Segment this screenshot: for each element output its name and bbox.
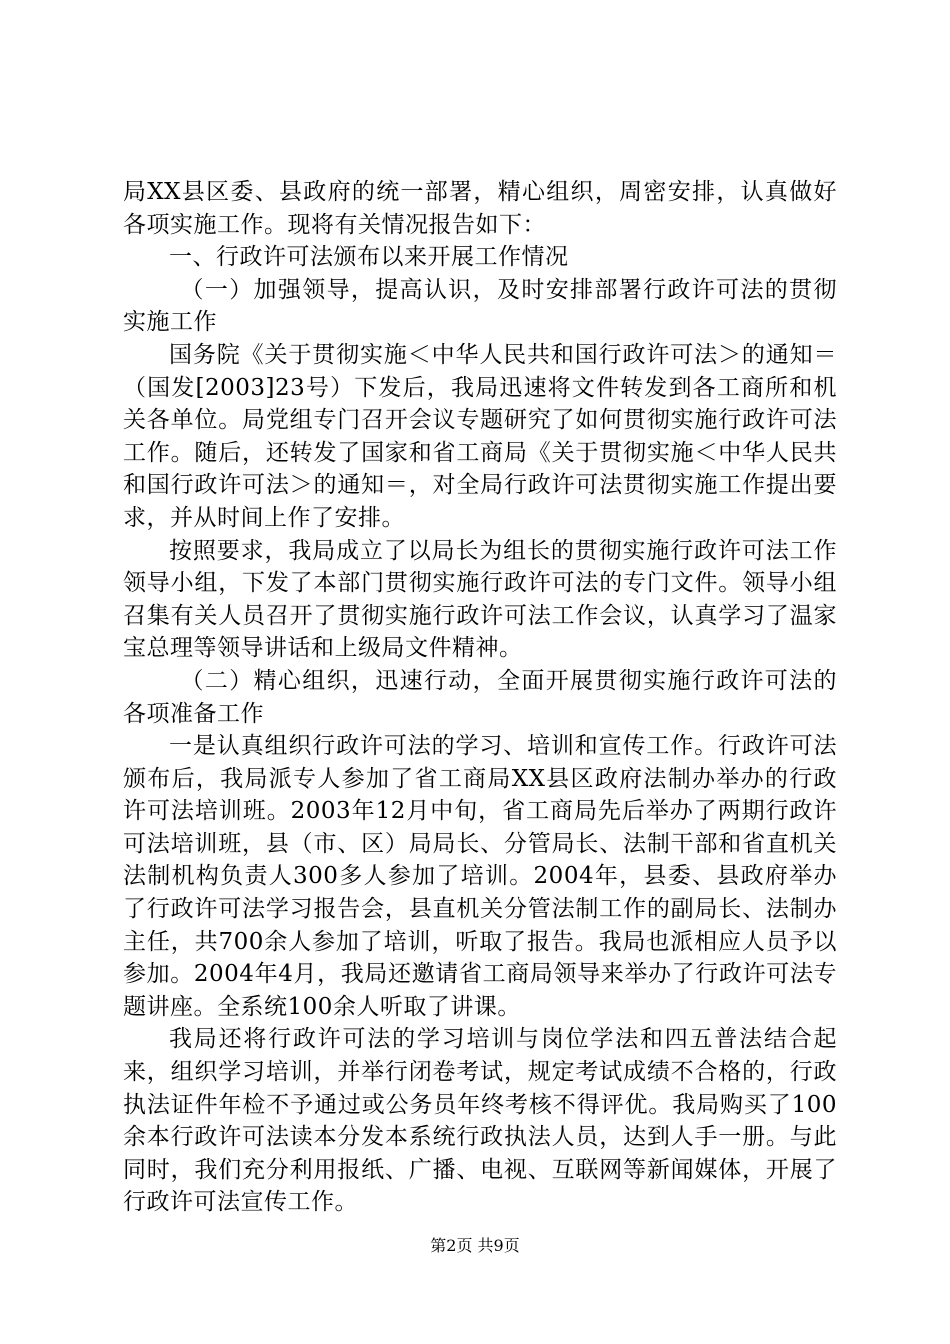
section-heading-1: 一、行政许可法颁布以来开展工作情况 xyxy=(169,244,569,271)
paragraph-training: 一是认真组织行政许可法的学习、培训和宣传工作。行政许可法颁布后，我局派专人参加了省工商局XX县区政府法制办举办的行政许可法培训班。2003年12月中旬，省工商局先后举办了两期行政许可法培训班，县（市、区）局局长、分管局长、法制干部和省直机关法制机构负责人300多人参加了培训。2004年，县委、县政府举办了行政许可法学习报告会，县直机关分管法制工作的副局长、法制办主任，共700余人参加了培训，听取了报告。我局也派相应人员予以参加。2004年4月，我局还邀请省工商局领导来举办了行政许可法专题讲座。全系统100余人听取了讲课。 xyxy=(123,733,837,1020)
subsection-heading-2: （二）精心组织，迅速行动，全面开展贯彻实施行政许可法的各项准备工作 xyxy=(123,667,837,727)
paragraph-exams-publicity: 我局还将行政许可法的学习培训与岗位学法和四五普法结合起来，组织学习培训，并举行闭卷考试，规定考试成绩不合格的，行政执法证件年检不予通过或公务员年终考核不得评优。我局购买了100余本行政许可法读本分发本系统行政执法人员，达到人手一册。与此同时，我们充分利用报纸、广播、电视、互联网等新闻媒体，开展了行政许可法宣传工作。 xyxy=(123,1026,837,1216)
subsection-heading-1: （一）加强领导，提高认识，及时安排部署行政许可法的贯彻实施工作 xyxy=(123,276,837,336)
paragraph-leading-group: 按照要求，我局成立了以局长为组长的贯彻实施行政许可法工作领导小组，下发了本部门贯彻实施行政许可法的专门文件。领导小组召集有关人员召开了贯彻实施行政许可法工作会议，认真学习了温家宝总理等领导讲话和上级局文件精神。 xyxy=(123,537,837,662)
document-body xyxy=(123,176,837,1219)
paragraph-state-council-notice: 国务院《关于贯彻实施＜中华人民共和国行政许可法＞的通知＝（国发[2003]23号）下发后，我局迅速将文件转发到各工商所和机关各单位。局党组专门召开会议专题研究了如何贯彻实施行政许可法工作。随后，还转发了国家和省工商局《关于贯彻实施＜中华人民共和国行政许可法＞的通知＝，对全局行政许可法贯彻实施工作提出要求，并从时间上作了安排。 xyxy=(123,341,837,531)
page-number-footer: 第2页 共9页 xyxy=(430,1236,520,1255)
paragraph-opening: 局XX县区委、县政府的统一部署，精心组织，周密安排，认真做好各项实施工作。现将有关情况报告如下： xyxy=(123,179,837,238)
